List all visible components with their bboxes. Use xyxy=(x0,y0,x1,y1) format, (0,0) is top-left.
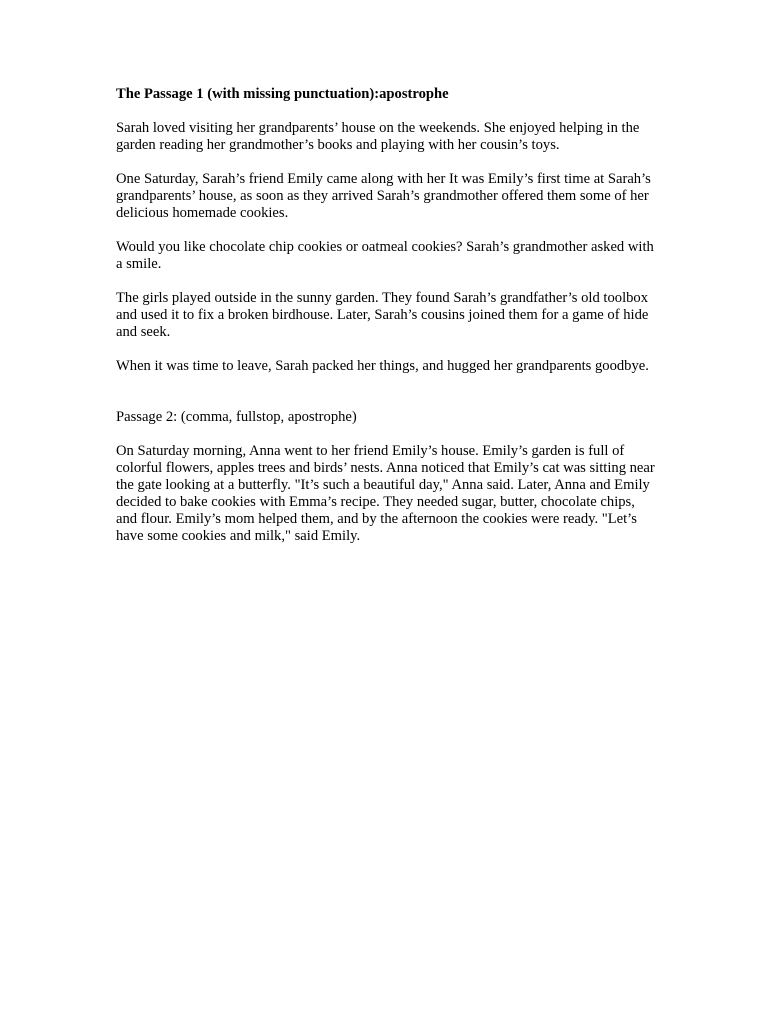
passage-1-paragraph-5: When it was time to leave, Sarah packed her things, and hugged her grandparents goodbye. xyxy=(116,358,649,374)
passage-1-paragraph-3: Would you like chocolate chip cookies or oatmeal cookies? Sarah’s grandmother asked with a smile. xyxy=(116,239,654,272)
passage-1-paragraph-1: Sarah loved visiting her grandparents’ house on the weekends. She enjoyed helping in the garden reading her grandmother’s books and playing with her cousin’s toys. xyxy=(116,120,640,153)
section-spacer xyxy=(116,392,656,409)
passage-2-paragraph-1: On Saturday morning, Anna went to her friend Emily’s house. Emily’s garden is full of colorful flowers, apples trees and birds’ nests. Anna noticed that Emily’s cat was sitting near the gate looking at a butterfly. "It’s such a beautiful day," Anna said. Later, Anna and Emily decided to bake cookies with Emma’s recipe. They needed sugar, butter, chocolate chips, and flour. Emily’s mom helped them, and by the afternoon the cookies were ready. "Let’s have some cookies and milk," said Emily. xyxy=(116,443,655,544)
passage-1-paragraph-2: One Saturday, Sarah’s friend Emily came along with her It was Emily’s first time at Sarah’s grandparents’ house, as soon as they arrived Sarah’s grandmother offered them some of her delicious homemade cookies. xyxy=(116,171,651,221)
passage-1-paragraph-4: The girls played outside in the sunny garden. They found Sarah’s grandfather’s old toolbox and used it to fix a broken birdhouse. Later, Sarah’s cousins joined them for a game of hide and seek. xyxy=(116,290,649,340)
passage-1-title: The Passage 1 (with missing punctuation):apostrophe xyxy=(116,86,449,102)
passage-2-title: Passage 2: (comma, fullstop, apostrophe) xyxy=(116,409,357,425)
document-body xyxy=(116,86,656,562)
